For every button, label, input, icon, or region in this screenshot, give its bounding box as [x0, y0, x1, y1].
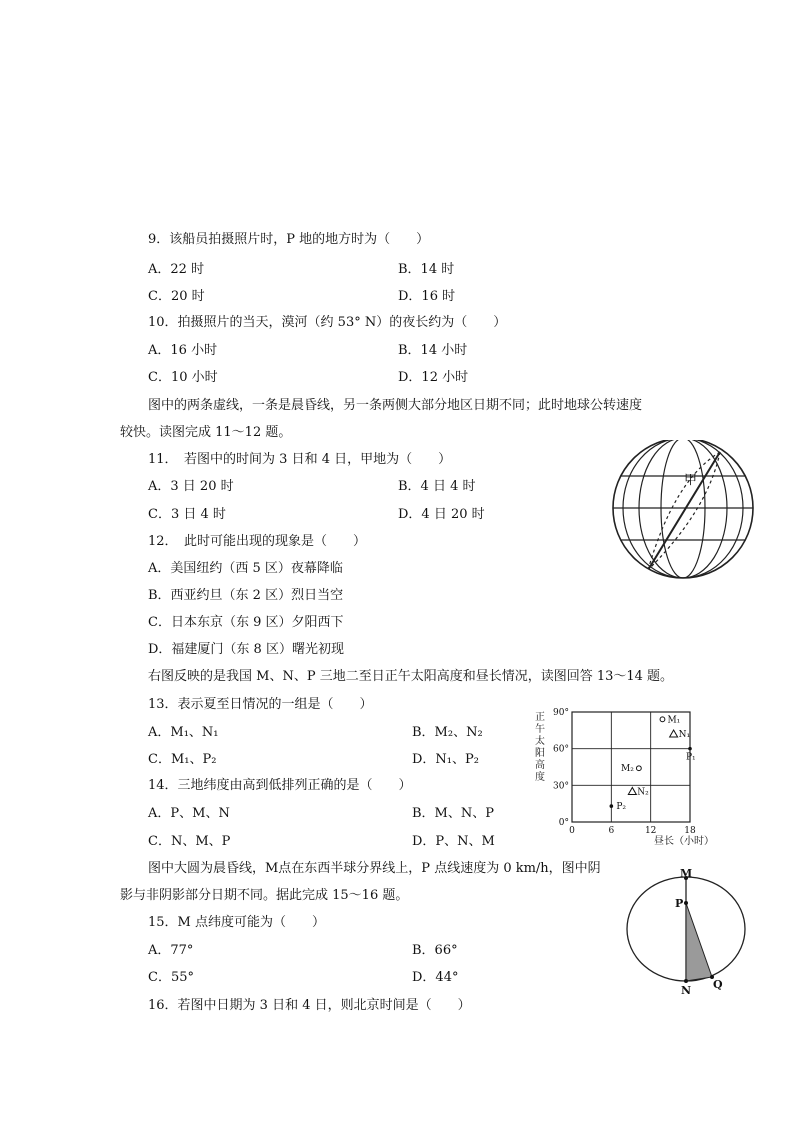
intro-11-12-line2: 较快。读图完成 11～12 题。 — [120, 425, 292, 440]
intro-13-14: 右图反映的是我国 M、N、P 三地二至日正午太阳高度和昼长情况，读图回答 13～14 题。 — [148, 669, 674, 684]
q9-option-c: C．20 时 — [148, 289, 205, 304]
label-p: P — [675, 897, 684, 910]
axis-line — [648, 452, 720, 570]
q13-stem: 13．表示夏至日情况的一组是（ ） — [148, 697, 373, 712]
q15-option-c: C．55° — [148, 970, 194, 985]
chart-ylabel — [535, 711, 545, 783]
x-tick-label: 6 — [608, 826, 615, 836]
point-label: M₂ — [621, 764, 634, 775]
y-axis-label-char: 午 — [535, 724, 545, 735]
point-label: N₂ — [637, 787, 649, 798]
point-label: N₁ — [678, 730, 691, 740]
y-tick-label: 30° — [553, 781, 569, 792]
q10-option-c: C．10 小时 — [148, 370, 218, 385]
x-tick-label: 18 — [684, 826, 696, 836]
label-q: Q — [713, 978, 723, 991]
intro-15-16-line1: 图中大圆为晨昏线，M点在东西半球分界线上，P 点线速度为 0 km/h，图中阴 — [148, 861, 601, 876]
q11-stem: 11． 若图中的时间为 3 日和 4 日，甲地为（ ） — [148, 452, 452, 467]
terminator-circle-figure — [622, 866, 752, 998]
y-tick-label: 60° — [553, 744, 569, 755]
point-marker-dot — [688, 747, 692, 751]
q11-option-c: C．3 日 4 时 — [148, 507, 226, 522]
q11-option-a: A．3 日 20 时 — [148, 479, 234, 494]
q13-option-d: D．N₁、P₂ — [412, 752, 479, 767]
q10-option-b: B．14 小时 — [398, 343, 468, 358]
label-jia: 甲 — [684, 473, 698, 488]
intro-15-16-line2: 影与非阴影部分日期不同。据此完成 15～16 题。 — [120, 888, 409, 903]
q15-option-d: D．44° — [412, 970, 459, 985]
q9-option-a: A．22 时 — [148, 262, 205, 277]
y-axis-label-char: 高 — [535, 760, 545, 771]
q15-option-a: A．77° — [148, 943, 194, 958]
chart-xlabel: 昼长（小时） — [654, 836, 714, 847]
shaded-region — [686, 903, 712, 981]
point-marker-circle — [636, 766, 641, 771]
chart-points — [610, 715, 696, 812]
sun-altitude-chart — [530, 702, 750, 852]
globe-outline — [613, 440, 753, 578]
y-tick-label: 0° — [558, 818, 569, 828]
meridian-line — [623, 440, 743, 578]
q14-option-a: A．P、M、N — [148, 806, 230, 821]
q12-option-d: D．福建厦门（东 8 区）曙光初现 — [148, 642, 344, 657]
q15-stem: 15．M 点纬度可能为（ ） — [148, 915, 325, 930]
y-axis-label-char: 正 — [535, 712, 545, 723]
y-axis-label-char: 度 — [535, 772, 545, 783]
q13-option-a: A．M₁、N₁ — [148, 725, 219, 740]
globe-figure — [608, 440, 760, 580]
q11-option-b: B．4 日 4 时 — [398, 479, 476, 494]
q14-stem: 14．三地纬度由高到低排列正确的是（ ） — [148, 778, 412, 793]
point-label: M₁ — [667, 715, 681, 726]
q12-option-a: A．美国纽约（西 5 区）夜幕降临 — [148, 561, 343, 576]
q14-option-c: C．N、M、P — [148, 834, 231, 849]
q10-option-a: A．16 小时 — [148, 343, 218, 358]
x-tick-label: 12 — [644, 826, 657, 836]
q15-option-b: B．66° — [412, 943, 458, 958]
q13-option-c: C．M₁、P₂ — [148, 752, 217, 767]
point-marker-dot — [610, 804, 614, 808]
q9-option-d: D．16 时 — [398, 289, 456, 304]
x-tick-label: 0 — [569, 826, 575, 836]
label-n: N — [681, 984, 692, 997]
point-p — [684, 901, 688, 905]
y-axis-label-char: 太 — [535, 736, 545, 747]
q11-option-d: D．4 日 20 时 — [398, 507, 485, 522]
q13-option-b: B．M₂、N₂ — [412, 725, 483, 740]
q14-option-b: B．M、N、P — [412, 806, 494, 821]
q16-stem: 16．若图中日期为 3 日和 4 日，则北京时间是（ ） — [148, 998, 471, 1013]
y-tick-label: 90° — [553, 708, 569, 718]
q10-option-d: D．12 小时 — [398, 370, 469, 385]
label-m: M — [680, 867, 693, 880]
y-axis-label-char: 阳 — [535, 748, 545, 759]
q14-option-d: D．P、N、M — [412, 834, 495, 849]
q9-option-b: B．14 时 — [398, 262, 455, 277]
q10-stem: 10．拍摄照片的当天，漠河（约 53° N）的夜长约为（ ） — [148, 315, 507, 330]
point-label: P₁ — [686, 752, 696, 763]
q9-stem: 9．该船员拍摄照片时，P 地的地方时为（ ） — [148, 232, 430, 247]
point-label: P₂ — [616, 802, 627, 813]
point-marker-triangle — [628, 787, 636, 794]
point-marker-circle — [660, 717, 665, 722]
q12-stem: 12． 此时可能出现的现象是（ ） — [148, 534, 367, 549]
point-n — [684, 979, 688, 983]
q12-option-b: B．西亚约旦（东 2 区）烈日当空 — [148, 588, 344, 603]
q12-option-c: C．日本东京（东 9 区）夕阳西下 — [148, 615, 344, 630]
point-marker-triangle — [670, 730, 678, 737]
intro-11-12-line1: 图中的两条虚线，一条是晨昏线，另一条两侧大部分地区日期不同；此时地球公转速度 — [148, 398, 643, 413]
meridian-line — [661, 440, 705, 578]
